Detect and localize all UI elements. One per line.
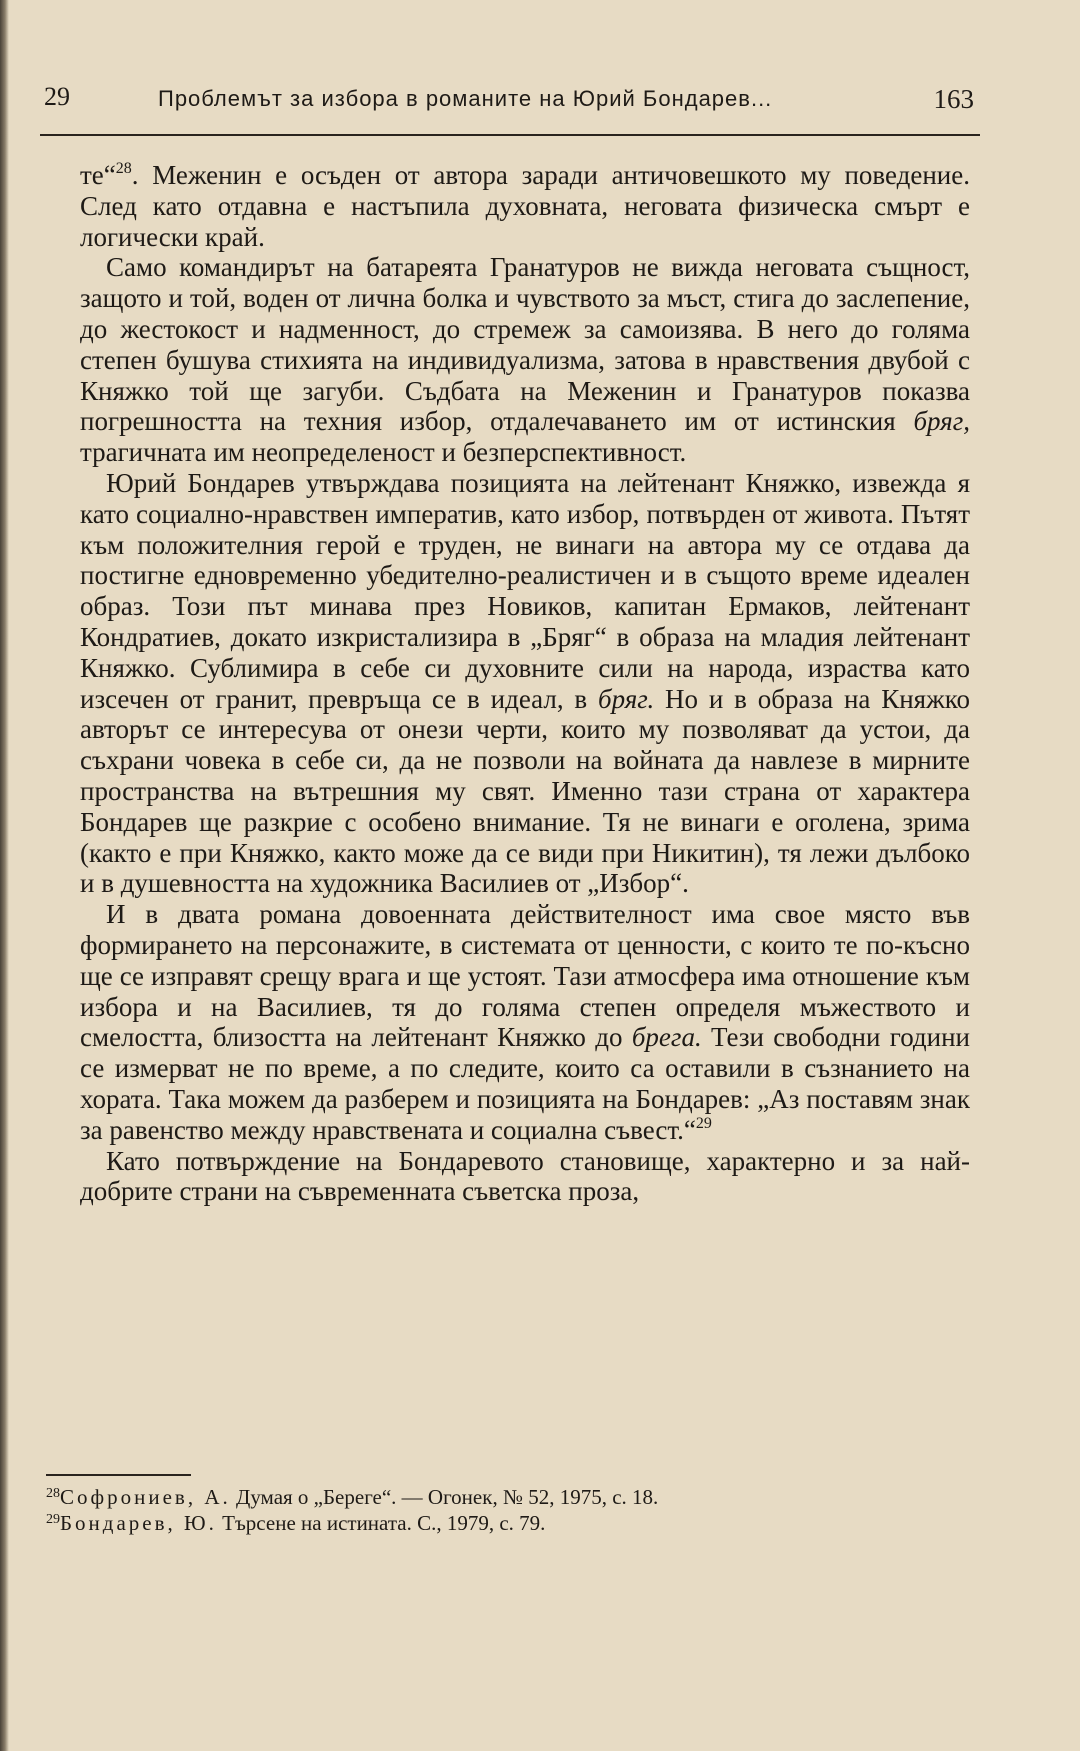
footnote-number: 29 xyxy=(46,1512,60,1527)
paragraph-text: Само командирът на батареята Гранатуров не вижда неговата същност, защото и той, воден от лична болка и чувството за мъст, стига до заслепение, до жестокост и надменност, до стремеж за самоизява. В него до голяма степен бушува стихията на индивидуализма, затова в нравствения двубой с Княжко той ще загуби. Съдбата на Меженин и Гранатуров показва погрешността на техния избор, отдалечаването им от истинския xyxy=(80,252,970,437)
header-rule xyxy=(40,134,980,136)
paragraph xyxy=(80,899,970,1145)
footnote xyxy=(46,1484,976,1510)
body-text xyxy=(80,160,970,1207)
paragraph-text: трагичната им неопределеност и безперспективност. xyxy=(80,437,687,468)
footnote-number: 28 xyxy=(46,1486,60,1501)
paragraph-text: Тези свободни години се измерват не по време, а по следите, които са оставили в съзнанието на хората. Така можем да разберем и позицията на Бондарев: „Аз поставям знак за равенство между нравствената и социална съвест.“ xyxy=(80,1022,970,1145)
running-title: Проблемът за избора в романите на Юрий Бондарев... xyxy=(158,86,773,111)
footnote-author: Бондарев, Ю. xyxy=(60,1511,217,1535)
emphasis-text: брега. xyxy=(631,1022,702,1053)
footnote-rule xyxy=(46,1474,191,1476)
paragraph-text: И в двата романа довоенната действителност има свое място във формирането на персонажите, в системата от ценности, с които те по-късно ще се изправят срещу врага и ще устоят. Тази атмосфера има отношение към избора и на Василиев, тя до голяма степен определя мъжеството и смелостта, близостта на лейтенант Княжко до xyxy=(80,899,970,1053)
paragraph xyxy=(80,468,970,899)
page-number: 163 xyxy=(933,84,974,114)
paragraph-text: те“ xyxy=(80,160,116,190)
footnotes xyxy=(46,1484,976,1536)
paragraph xyxy=(80,1146,970,1208)
paragraph xyxy=(80,252,970,468)
paragraph xyxy=(80,160,970,252)
left-page-number: 29 xyxy=(44,82,70,111)
footnote-text: Търсене на истината. С., 1979, с. 79. xyxy=(216,1511,546,1535)
footnote-reference: 28 xyxy=(115,160,132,177)
paragraph-text: Но и в образа на Княжко авторът се интересува от онези черти, които му позволяват да устои, да съхрани човека в себе си, да не позволи на войната да навлезе в мирните пространства на вътрешния му свят. Именно тази страна от характера Бондарев ще разкрие с особено внимание. Тя не винаги е оголена, зрима (както е при Княжко, както може да се види при Никитин), тя лежи дълбоко и в душевността на художника Василиев от „Избор“. xyxy=(80,683,971,899)
running-header xyxy=(44,82,974,126)
paragraph-text: . Меженин е осъден от автора заради античовешкото му поведение. След като отдавна е настъпила духовната, неговата физическа смърт е логически край. xyxy=(80,160,970,252)
footnote-author: Софрониев, А. xyxy=(60,1485,231,1509)
footnote-text: Думая о „Береге“. — Огонек, № 52, 1975, с. 18. xyxy=(230,1485,659,1509)
paragraph-text: Като потвърждение на Бондаревото становище, характерно и за най-добрите страни на съвременната съветска проза, xyxy=(80,1145,970,1207)
paragraph-text: Юрий Бондарев утвърждава позицията на лейтенант Княжко, извежда я като социално-нравствен императив, като избор, потвърден от живота. Пътят към положителния герой е труден, не винаги на автора му се отдава да постигне едновременно убедително-реалистичен и в същото време идеален образ. Този път минава през Новиков, капитан Ермаков, лейтенант Кондратиев, докато изкристализира в „Бряг“ в образа на младия лейтенант Княжко. Сублимира в себе си духовните сили на народа, израства като изсечен от гранит, превръща се в идеал, в xyxy=(80,467,970,714)
emphasis-text: бряг, xyxy=(913,406,970,437)
footnote xyxy=(46,1510,976,1536)
footnote-reference: 29 xyxy=(695,1114,712,1132)
emphasis-text: бряг. xyxy=(598,683,655,714)
